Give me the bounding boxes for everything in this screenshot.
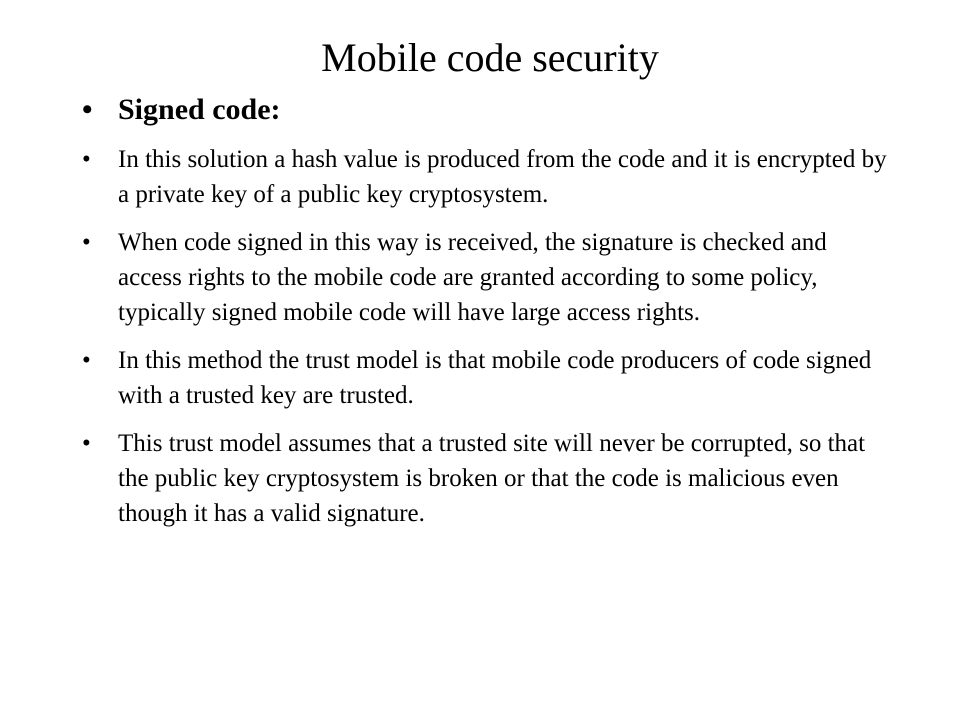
bullet-dot-icon: • bbox=[82, 93, 93, 126]
bullet-text: In this method the trust model is that mobile code producers of code signed with a trusted key are trusted. bbox=[118, 347, 872, 409]
bullet-dot-icon: • bbox=[82, 347, 91, 374]
bullet-item-2 bbox=[80, 225, 890, 330]
bullet-text: This trust model assumes that a trusted site will never be corrupted, so that the public key cryptosystem is broken or that the code is malicious even though it has a valid signature. bbox=[118, 430, 866, 527]
bullet-text: In this solution a hash value is produced from the code and it is encrypted by a private key of a public key cryptosystem. bbox=[118, 146, 887, 208]
bullet-item-4 bbox=[80, 426, 890, 531]
bullet-dot-icon: • bbox=[82, 430, 91, 457]
bullet-list bbox=[80, 88, 890, 544]
bullet-heading-text: Signed code: bbox=[118, 93, 281, 126]
bullet-dot-icon: • bbox=[82, 229, 91, 256]
bullet-item-1 bbox=[80, 142, 890, 212]
bullet-item-3 bbox=[80, 343, 890, 413]
bullet-dot-icon: • bbox=[82, 146, 91, 173]
slide-title: Mobile code security bbox=[321, 35, 659, 80]
bullet-text: When code signed in this way is received, the signature is checked and access rights to the mobile code are granted according to some policy, typically signed mobile code will have large access rights. bbox=[118, 229, 827, 326]
bullet-heading bbox=[80, 88, 890, 132]
